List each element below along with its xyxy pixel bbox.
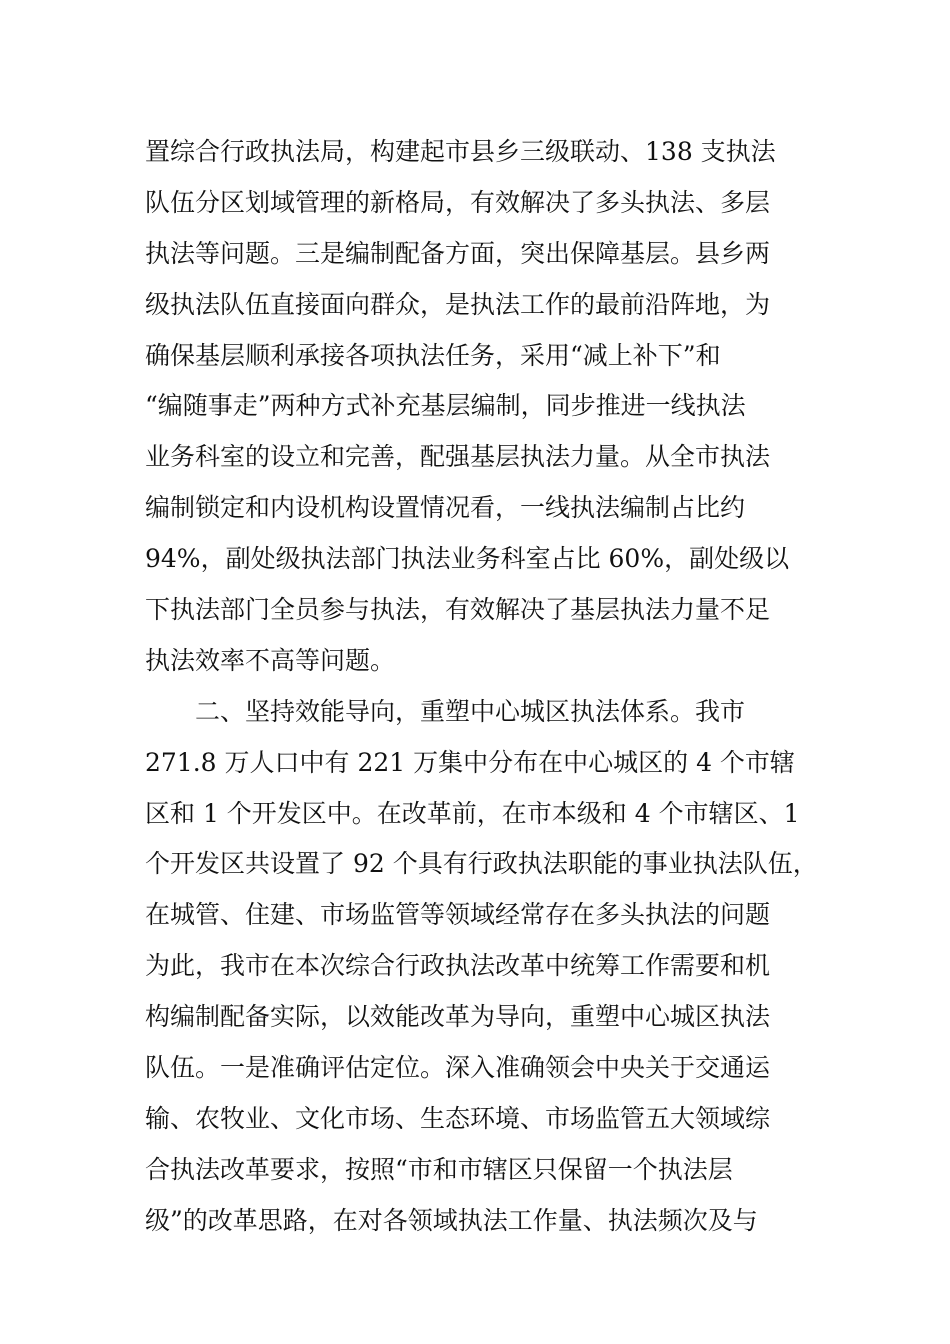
text-line: 为此，我市在本次综合行政执法改革中统筹工作需要和机: [145, 951, 771, 981]
text-line: 输、农牧业、文化市场、生态环境、市场监管五大领域综: [145, 1103, 771, 1133]
text-line: 队伍。一是准确评估定位。深入准确领会中央关于交通运: [145, 1053, 771, 1083]
paragraph-start-line: 二、坚持效能导向，重塑中心城区执法体系。我市: [195, 696, 746, 726]
text-line: 置综合行政执法局，构建起市县乡三级联动、138 支执法: [145, 137, 776, 166]
text-line: 执法效率不高等问题。: [145, 645, 396, 675]
text-line: 队伍分区划域管理的新格局，有效解决了多头执法、多层: [145, 187, 771, 217]
text-line: 合执法改革要求，按照“市和市辖区只保留一个执法层: [145, 1154, 733, 1184]
text-line: 执法等问题。三是编制配备方面，突出保障基层。县乡两: [145, 238, 771, 268]
text-line: 编制锁定和内设机构设置情况看，一线执法编制占比约: [145, 493, 746, 523]
text-line: “编随事走”两种方式补充基层编制，同步推进一线执法: [145, 391, 746, 421]
text-line: 级”的改革思路，在对各领域执法工作量、执法频次及与: [145, 1205, 758, 1235]
text-line: 构编制配备实际，以效能改革为导向，重塑中心城区执法: [145, 1002, 771, 1032]
body-text: [145, 127, 825, 1247]
text-line: 级执法队伍直接面向群众，是执法工作的最前沿阵地，为: [145, 289, 771, 319]
text-line: 业务科室的设立和完善，配强基层执法力量。从全市执法: [145, 442, 771, 472]
text-line: 271.8 万人口中有 221 万集中分布在中心城区的 4 个市辖: [145, 747, 795, 777]
text-line: 在城管、住建、市场监管等领域经常存在多头执法的问题: [145, 900, 771, 930]
text-line: 个开发区共设置了 92 个具有行政执法职能的事业执法队伍，: [145, 849, 818, 879]
text-line: 确保基层顺利承接各项执法任务，采用“减上补下”和: [145, 340, 721, 370]
text-line: 区和 1 个开发区中。在改革前，在市本级和 4 个市辖区、1: [145, 798, 800, 828]
text-line: 下执法部门全员参与执法，有效解决了基层执法力量不足: [145, 595, 771, 625]
text-line: 94%，副处级执法部门执法业务科室占比 60%，副处级以: [145, 544, 790, 574]
